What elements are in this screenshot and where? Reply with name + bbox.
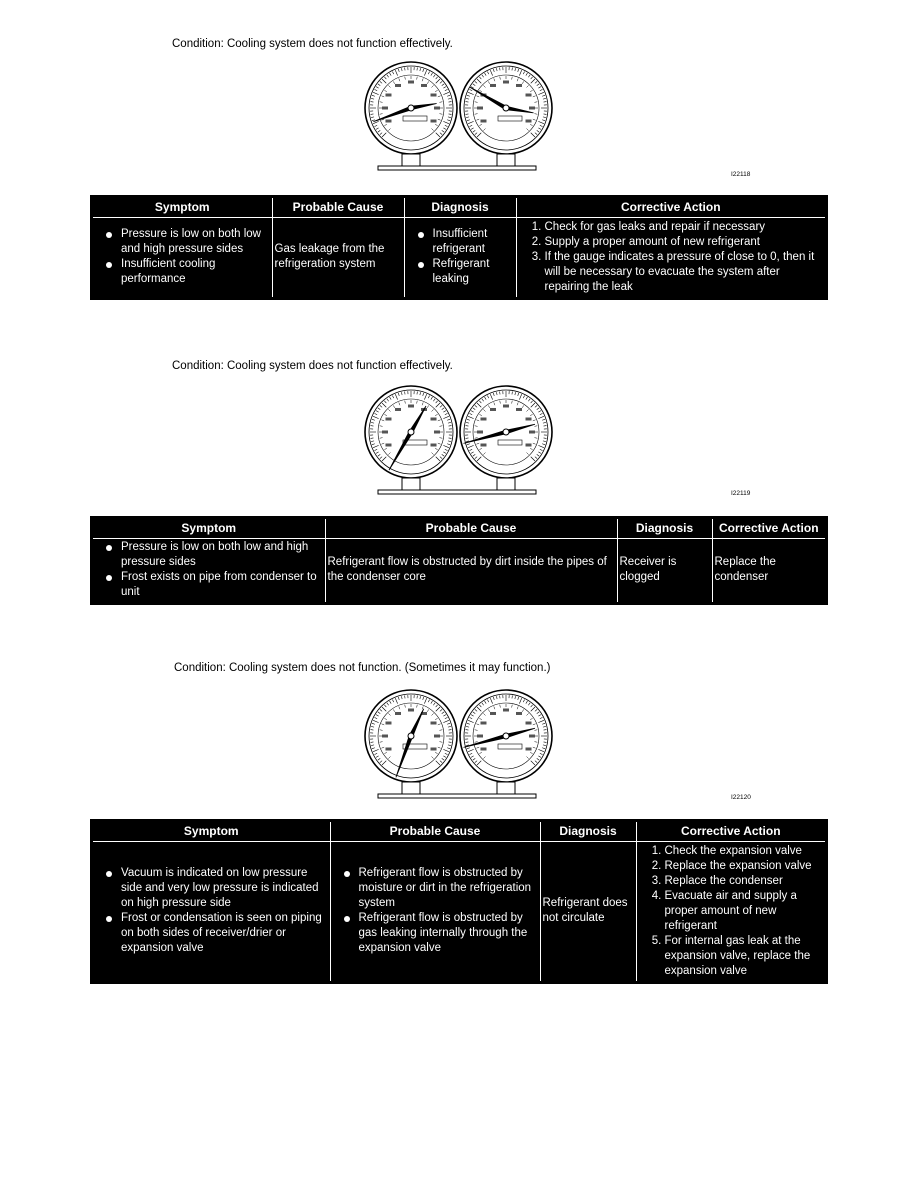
header-symptom: Symptom [92,518,325,539]
manifold-bar [378,166,536,170]
header-probable-cause: Probable Cause [272,197,404,218]
header-probable-cause: Probable Cause [330,821,540,842]
header-diagnosis: Diagnosis [617,518,712,539]
diagnosis-cell: Receiver is clogged [617,539,712,603]
condition-text-1: Condition: Cooling system does not function effectively. [172,38,453,50]
cause-cell: Gas leakage from the refrigeration system [272,218,404,298]
header-symptom: Symptom [92,197,272,218]
action-cell [636,842,826,982]
symptom-cell [92,218,272,298]
cause-item: Refrigerant flow is obstructed by moisture or dirt in the refrigeration system [359,866,538,911]
symptom-cell [92,842,330,982]
figure-id-3: I22120 [731,794,751,801]
symptom-item: Vacuum is indicated on low pressure side and very low pressure is indicated on high pressure side [121,866,328,911]
action-item: 2. Replace the expansion valve [665,859,824,874]
header-corrective-action: Corrective Action [516,197,826,218]
action-item: 4. Evacuate air and supply a proper amount of new refrigerant [665,889,824,934]
manifold-bar [378,794,536,798]
symptom-cell [92,539,325,603]
diagnosis-cell: Refrigerant does not circulate [540,842,636,982]
diagnosis-table-1 [91,196,827,299]
header-corrective-action: Corrective Action [636,821,826,842]
cause-item: Refrigerant flow is obstructed by gas leaking internally through the expansion valve [359,911,538,956]
manifold-gauge-illustration-2 [356,380,556,500]
action-item: 3. If the gauge indicates a pressure of close to 0, then it will be necessary to evacuate the system after repairing the leak [545,250,824,295]
action-item: 1. Check for gas leaks and repair if necessary [545,220,824,235]
cause-cell [330,842,540,982]
condition-text-3: Condition: Cooling system does not function. (Sometimes it may function.) [174,662,551,674]
figure-id-2: I22119 [731,490,751,497]
action-cell [516,218,826,298]
action-cell: Replace the condenser [712,539,826,603]
symptom-item: Pressure is low on both low and high pressure sides [121,540,323,570]
symptom-item: Pressure is low on both low and high pressure sides [121,227,270,257]
header-diagnosis: Diagnosis [404,197,516,218]
symptom-item: Frost or condensation is seen on piping on both sides of receiver/drier or expansion valve [121,911,328,956]
header-probable-cause: Probable Cause [325,518,617,539]
action-item: 2. Supply a proper amount of new refrigerant [545,235,824,250]
action-item: 5. For internal gas leak at the expansion valve, replace the expansion valve [665,934,824,979]
diagnosis-item: Insufficient refrigerant [433,227,514,257]
diagnosis-cell [404,218,516,298]
manifold-bar [378,490,536,494]
header-corrective-action: Corrective Action [712,518,826,539]
header-diagnosis: Diagnosis [540,821,636,842]
symptom-item: Insufficient cooling performance [121,257,270,287]
cause-cell: Refrigerant flow is obstructed by dirt inside the pipes of the condenser core [325,539,617,603]
header-symptom: Symptom [92,821,330,842]
action-item: 1. Check the expansion valve [665,844,824,859]
diagnosis-table-2 [91,517,827,604]
diagnosis-table-3 [91,820,827,983]
action-item: 3. Replace the condenser [665,874,824,889]
manifold-gauge-illustration-3 [356,684,556,804]
diagnosis-item: Refrigerant leaking [433,257,514,287]
figure-id-1: I22118 [731,171,751,178]
condition-text-2: Condition: Cooling system does not function effectively. [172,360,453,372]
manifold-gauge-illustration-1 [356,56,556,186]
symptom-item: Frost exists on pipe from condenser to unit [121,570,323,600]
